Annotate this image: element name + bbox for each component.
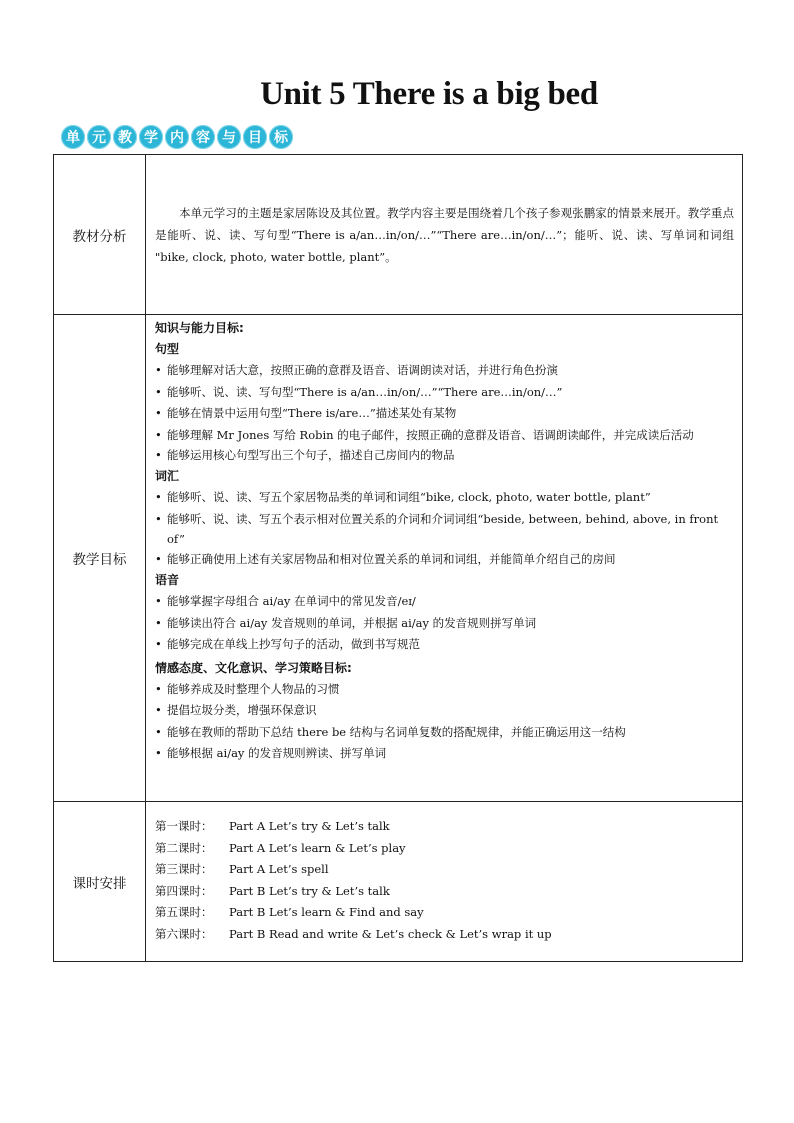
sentence-item: • 能够理解对话大意，按照正确的意群及语音、语调朗读对话，并进行角色扮演	[155, 363, 558, 377]
section-header	[61, 125, 293, 149]
sentence-item: • 能够理解 Mr Jones 写给 Robin 的电子邮件，按照正确的意群及语音、语调朗读邮件，并完成读后活动	[155, 427, 694, 442]
phonics-item: • 能够读出符合 ai/ay 发音规则的单词，并根据 ai/ay 的发音规则拼写单词	[155, 615, 537, 630]
goals-cell	[146, 315, 743, 802]
section-header-char: 目	[243, 125, 267, 149]
sentence-heading: 句型	[155, 342, 180, 356]
schedule-item: 第五课时： Part B Let’s learn & Find and say	[155, 905, 424, 920]
phonics-item: • 能够完成在单线上抄写句子的活动，做到书写规范	[155, 637, 420, 651]
analysis-cell	[146, 155, 743, 315]
section-header-char: 元	[87, 125, 111, 149]
phonics-item: • 能够掌握字母组合 ai/ay 在单词中的常见发音/eɪ/	[155, 594, 416, 608]
schedule-cell	[146, 802, 743, 962]
goals-row	[54, 315, 743, 802]
affect-item: • 能够在教师的帮助下总结 there be 结构与名词单复数的搭配规律，并能正确运用这一结构	[155, 724, 626, 739]
phonics-heading: 语音	[155, 573, 180, 587]
sentence-item: • 能够运用核心句型写出三个句子，描述自己房间内的物品	[155, 447, 455, 462]
schedule-item: 第一课时： Part A Let’s try & Let’s talk	[155, 819, 390, 833]
page-title: Unit 5 There is a big bed	[260, 76, 598, 112]
unit-plan-table	[53, 154, 743, 962]
affect-heading: 情感态度、文化意识、学习策略目标:	[155, 660, 352, 675]
schedule-item: 第四课时： Part B Let’s try & Let’s talk	[155, 883, 390, 898]
section-header-char: 单	[61, 125, 85, 149]
schedule-item: 第二课时： Part A Let’s learn & Let’s play	[155, 840, 406, 855]
vocab-item: • 能够听、说、读、写五个家居物品类的单词和词组“bike, clock, photo, water bottle, plant”	[155, 490, 651, 504]
sentence-item: • 能够在情景中运用句型“There is/are…”描述某处有某物	[155, 406, 457, 420]
affect-item: • 能够根据 ai/ay 的发音规则辨读、拼写单词	[155, 746, 387, 760]
vocab-item: • 能够听、说、读、写五个表示相对位置关系的介词和介词词组“beside, between, behind, above, in front of”	[155, 511, 719, 546]
schedule-label: 课时安排	[54, 802, 146, 962]
sentence-item: • 能够听、说、读、写句型“There is a/an…in/on/…”“There are…in/on/…”	[155, 384, 563, 399]
knowledge-heading: 知识与能力目标:	[155, 321, 244, 335]
affect-item: • 提倡垃圾分类，增强环保意识	[155, 703, 317, 717]
section-header-char: 与	[217, 125, 241, 149]
vocab-heading: 词汇	[155, 469, 180, 483]
analysis-text: 本单元学习的主题是家居陈设及其位置。教学内容主要是围绕着几个孩子参观张鹏家的情景来展开。教学重点是能听、说、读、写句型“There is a/an…in/on/…”“There are…in/on/…”；能听、说、读、写单词和词组 "bike, clock, photo, water bottle, plant”。	[155, 206, 734, 264]
vocab-item: • 能够正确使用上述有关家居物品和相对位置关系的单词和词组，并能简单介绍自己的房间	[155, 551, 616, 566]
schedule-item: 第三课时： Part A Let’s spell	[155, 862, 329, 877]
section-header-char: 内	[165, 125, 189, 149]
section-header-char: 教	[113, 125, 137, 149]
section-header-char: 标	[269, 125, 293, 149]
section-header-char: 容	[191, 125, 215, 149]
section-header-char: 学	[139, 125, 163, 149]
analysis-row	[54, 155, 743, 315]
goals-label: 教学目标	[54, 315, 146, 802]
affect-item: • 能够养成及时整理个人物品的习惯	[155, 681, 340, 696]
schedule-item: 第六课时： Part B Read and write & Let’s check & Let’s wrap it up	[155, 926, 552, 941]
analysis-label: 教材分析	[54, 155, 146, 315]
schedule-row	[54, 802, 743, 962]
